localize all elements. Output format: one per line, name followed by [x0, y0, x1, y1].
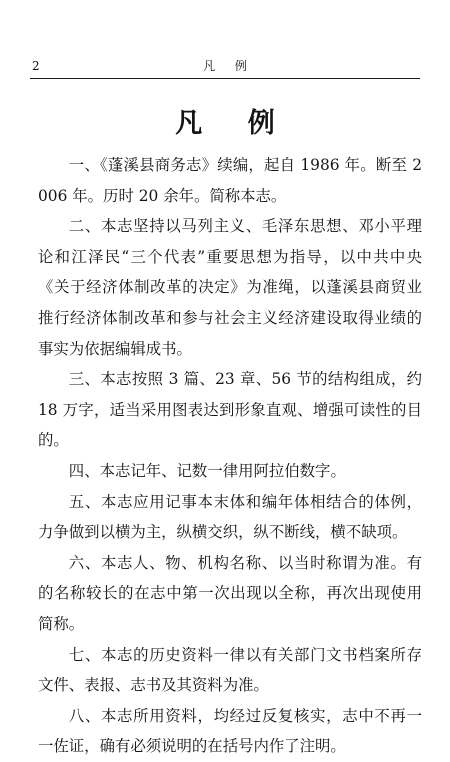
running-header-title: 凡 例 [203, 59, 255, 73]
paragraph-5: 五、本志应用记事本末体和编年体相结合的体例，力争做到以横为主，纵横交织，纵不断线，横不缺项。 [38, 492, 422, 542]
paragraph-8: 八、本志所用资料，均经过反复核实，志中不再一一佐证，确有必须说明的在括号内作了注明。 [38, 706, 422, 756]
paragraph-2: 二、本志坚持以马列主义、毛泽东思想、邓小平理论和江泽民“三个代表”重要思想为指导，以中共中央《关于经济体制改革的决定》为准绳，以蓬溪县商贸业推行经济体制改革和参与社会主义经济建设取得业绩的事实为依据编辑成书。 [38, 217, 422, 358]
paragraph-3: 三、本志按照 3 篇、23 章、56 节的结构组成，约 18 万字，适当采用图表达到形象直观、增强可读性的目的。 [38, 370, 422, 450]
paragraph-7: 七、本志的历史资料一律以有关部门文书档案所存文件、表报、志书及其资料为准。 [38, 645, 422, 695]
page-number: 2 [32, 59, 40, 73]
paragraph-1: 一、《蓬溪县商务志》续编，起自 1986 年。断至 2006 年。历时 20 余年。简称本志。 [38, 156, 422, 205]
body-text [38, 150, 422, 762]
paragraph-6: 六、本志人、物、机构名称、以当时称谓为准。有的名称较长的在志中第一次出现以全称，再次出现使用简称。 [38, 553, 422, 633]
running-header [30, 56, 420, 79]
paragraph-4: 四、本志记年、记数一律用阿拉伯数字。 [68, 461, 346, 480]
page-title: 凡 例 [175, 108, 293, 139]
